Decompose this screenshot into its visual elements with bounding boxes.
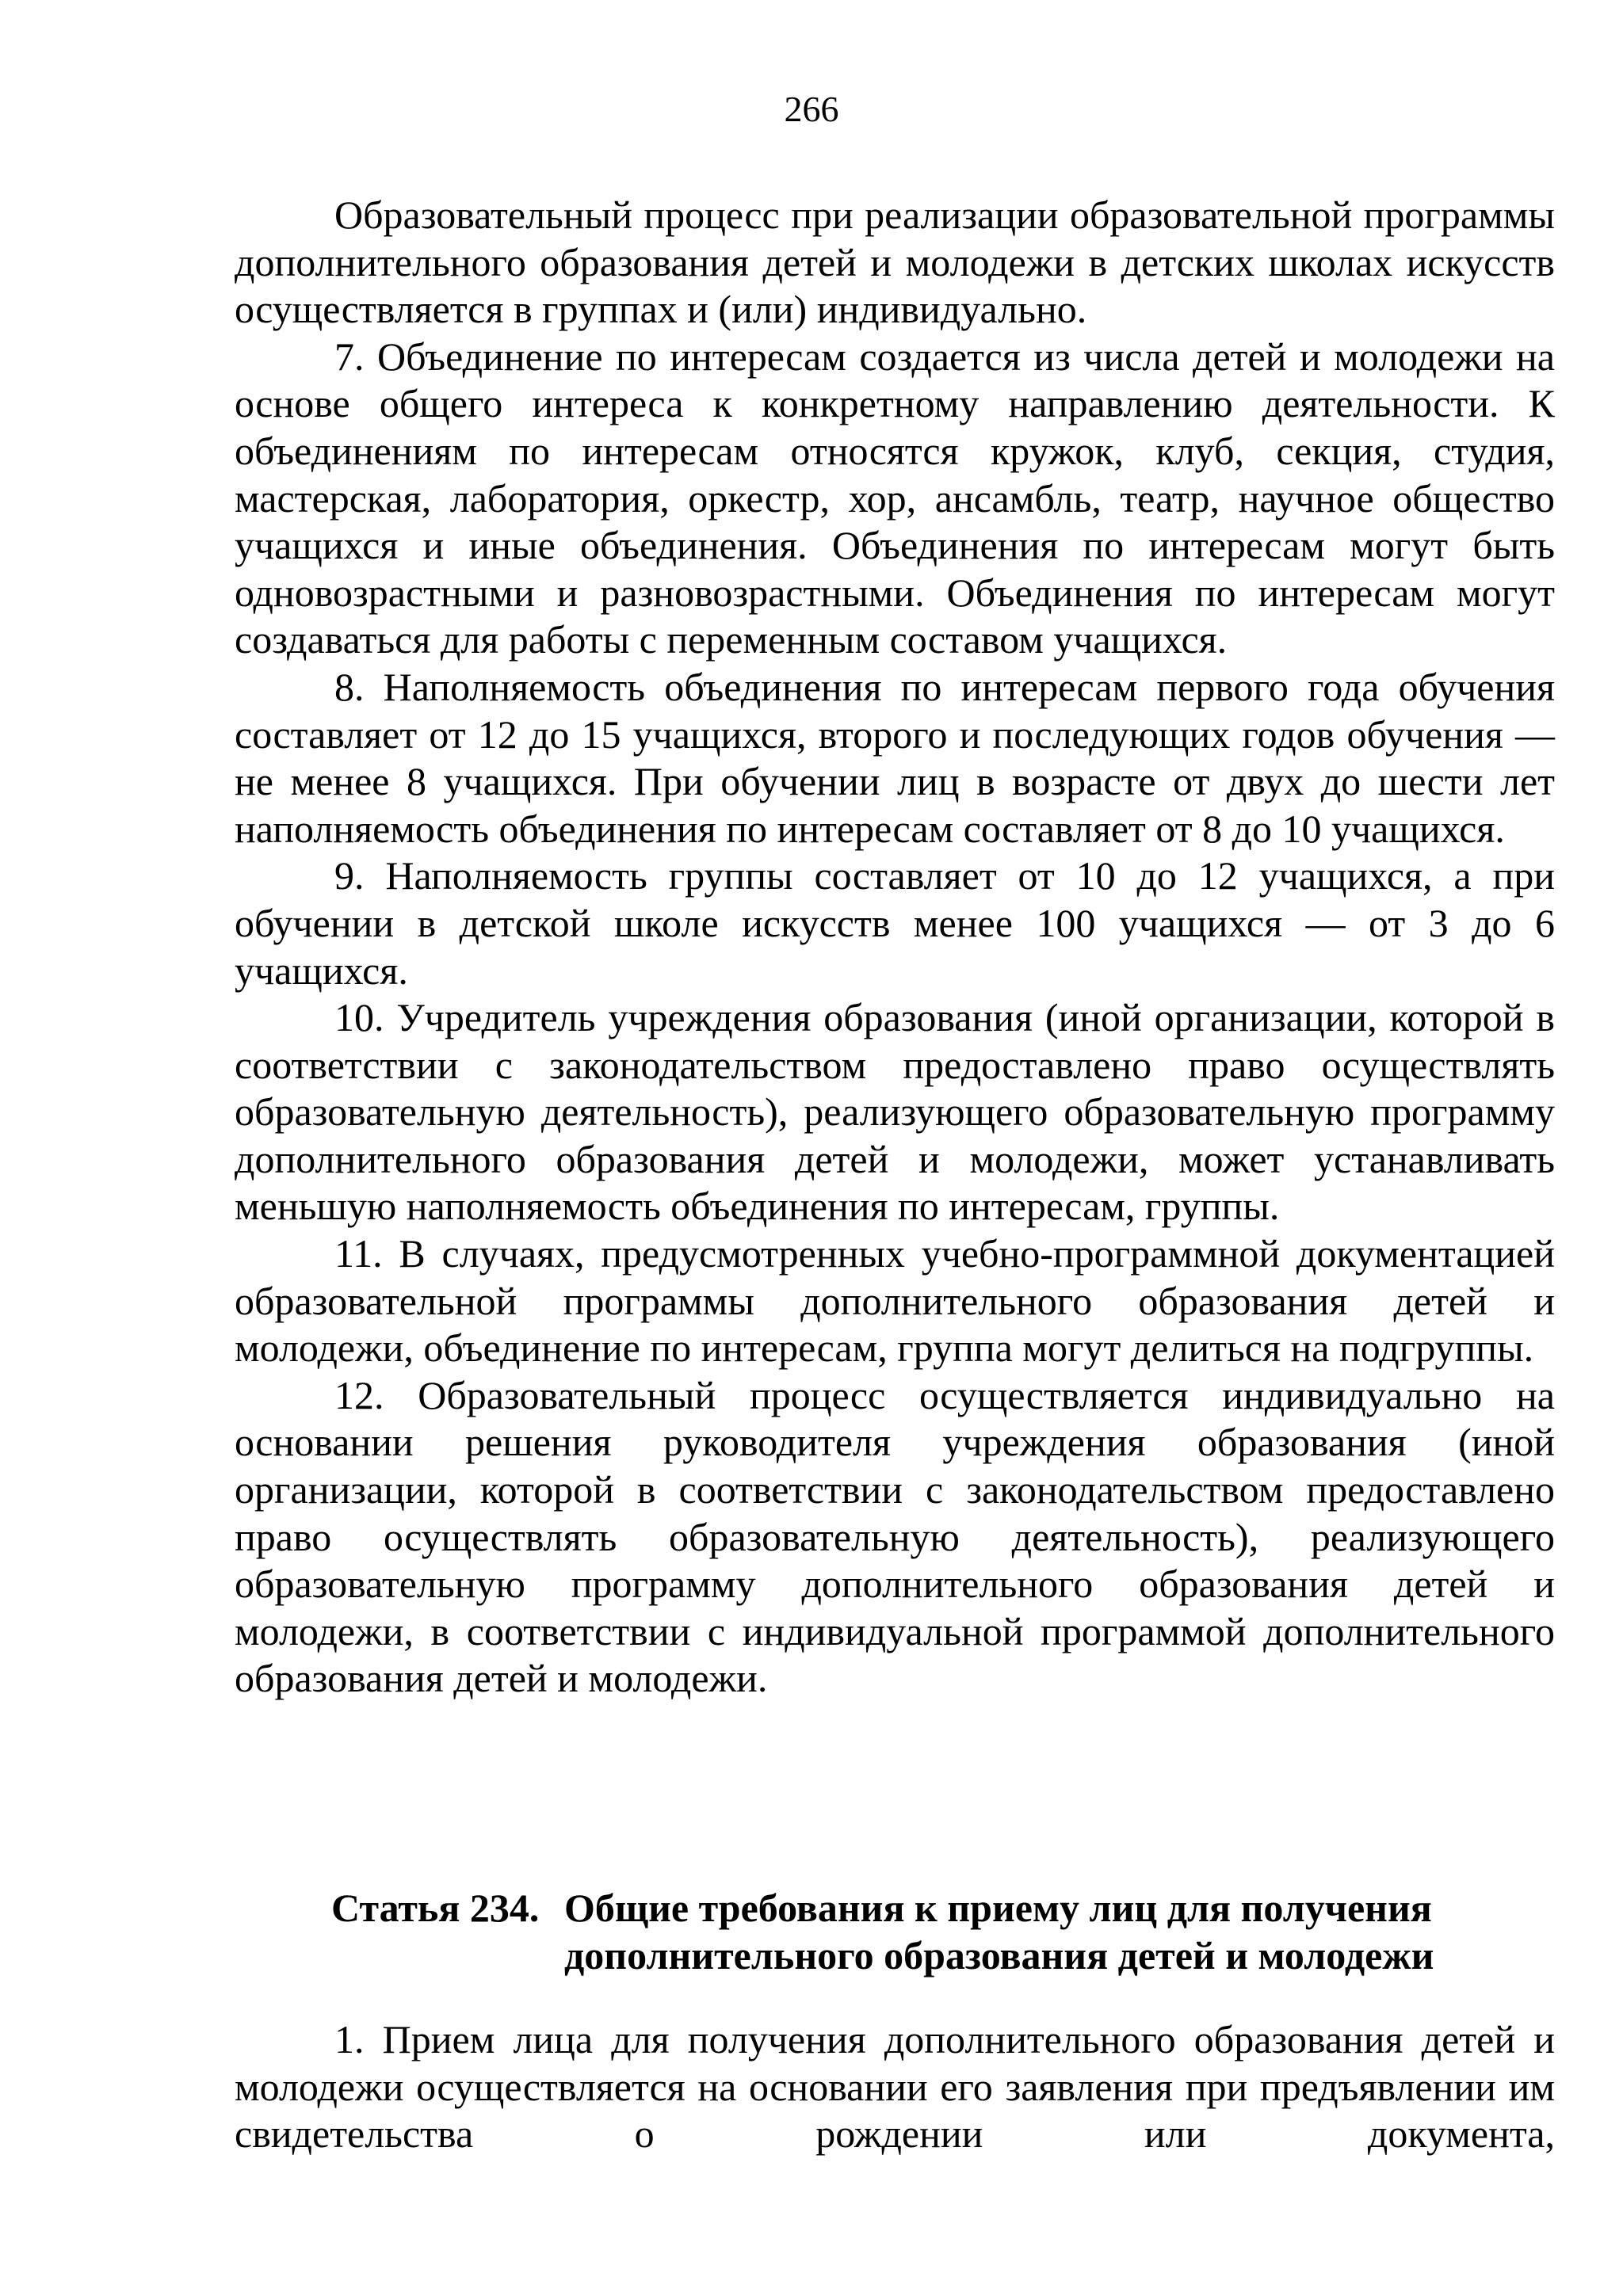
page-number: 266 [784, 89, 839, 129]
paragraph-item-12: 12. Образовательный процесс осуществляется индивидуально на основании решения руководителя учреждения образования (иной организации, которой в соответствии с законодательством предоставлено право осуществлять образовательную деятельность), реализующего образовательную программу дополнительного образования детей и молодежи, в соответствии с индивидуальной программой дополнительного образования детей и молодежи. [235, 1372, 1555, 1701]
paragraph-item-8: 8. Наполняемость объединения по интересам первого года обучения составляет от 12 до 15 учащихся, второго и последующих годов обучения — не менее 8 учащихся. При обучении лиц в возрасте от двух до шести лет наполняемость объединения по интересам составляет от 8 до 10 учащихся. [235, 664, 1555, 851]
article-paragraph-1: 1. Прием лица для получения дополнительного образования детей и молодежи осуществляется на основании его заявления при предъявлении им свидетельства о рождении или документа, [235, 2017, 1555, 2157]
article-heading [331, 1884, 1568, 1979]
paragraph-intro: Образовательный процесс при реализации образовательной программы дополнительного образования детей и молодежи в детских школах искусств осуществляется в группах и (или) индивидуально. [235, 193, 1555, 332]
paragraph-item-11: 11. В случаях, предусмотренных учебно-программной документацией образовательной программы дополнительного образования детей и молодежи, объединение по интересам, группа могут делиться на подгруппы. [235, 1231, 1555, 1371]
paragraph-item-10: 10. Учредитель учреждения образования (иной организации, которой в соответствии с законодательством предоставлено право осуществлять образовательную деятельность), реализующего образовательную программу дополнительного образования детей и молодежи, может устанавливать меньшую наполняемость объединения по интересам, группы. [235, 995, 1555, 1229]
paragraph-item-7: 7. Объединение по интересам создается из числа детей и молодежи на основе общего интереса к конкретному направлению деятельности. К объединениям по интересам относятся кружок, клуб, секция, студия, мастерская, лаборатория, оркестр, хор, ансамбль, театр, научное общество учащихся и иные объединения. Объединения по интересам могут быть одновозрастными и разновозрастными. Объединения по интересам могут создаваться для работы с переменным составом учащихся. [235, 334, 1555, 662]
article-title: Общие требования к приему лиц для получения дополнительного образования детей и молодежи [564, 1886, 1434, 1978]
article-body [235, 2016, 1555, 2158]
article-number: Статья 234. [331, 1886, 540, 1930]
document-body [235, 192, 1555, 1703]
paragraph-item-9: 9. Наполняемость группы составляет от 10 до 12 учащихся, а при обучении в детской школе искусств менее 100 учащихся — от 3 до 6 учащихся. [235, 853, 1555, 993]
